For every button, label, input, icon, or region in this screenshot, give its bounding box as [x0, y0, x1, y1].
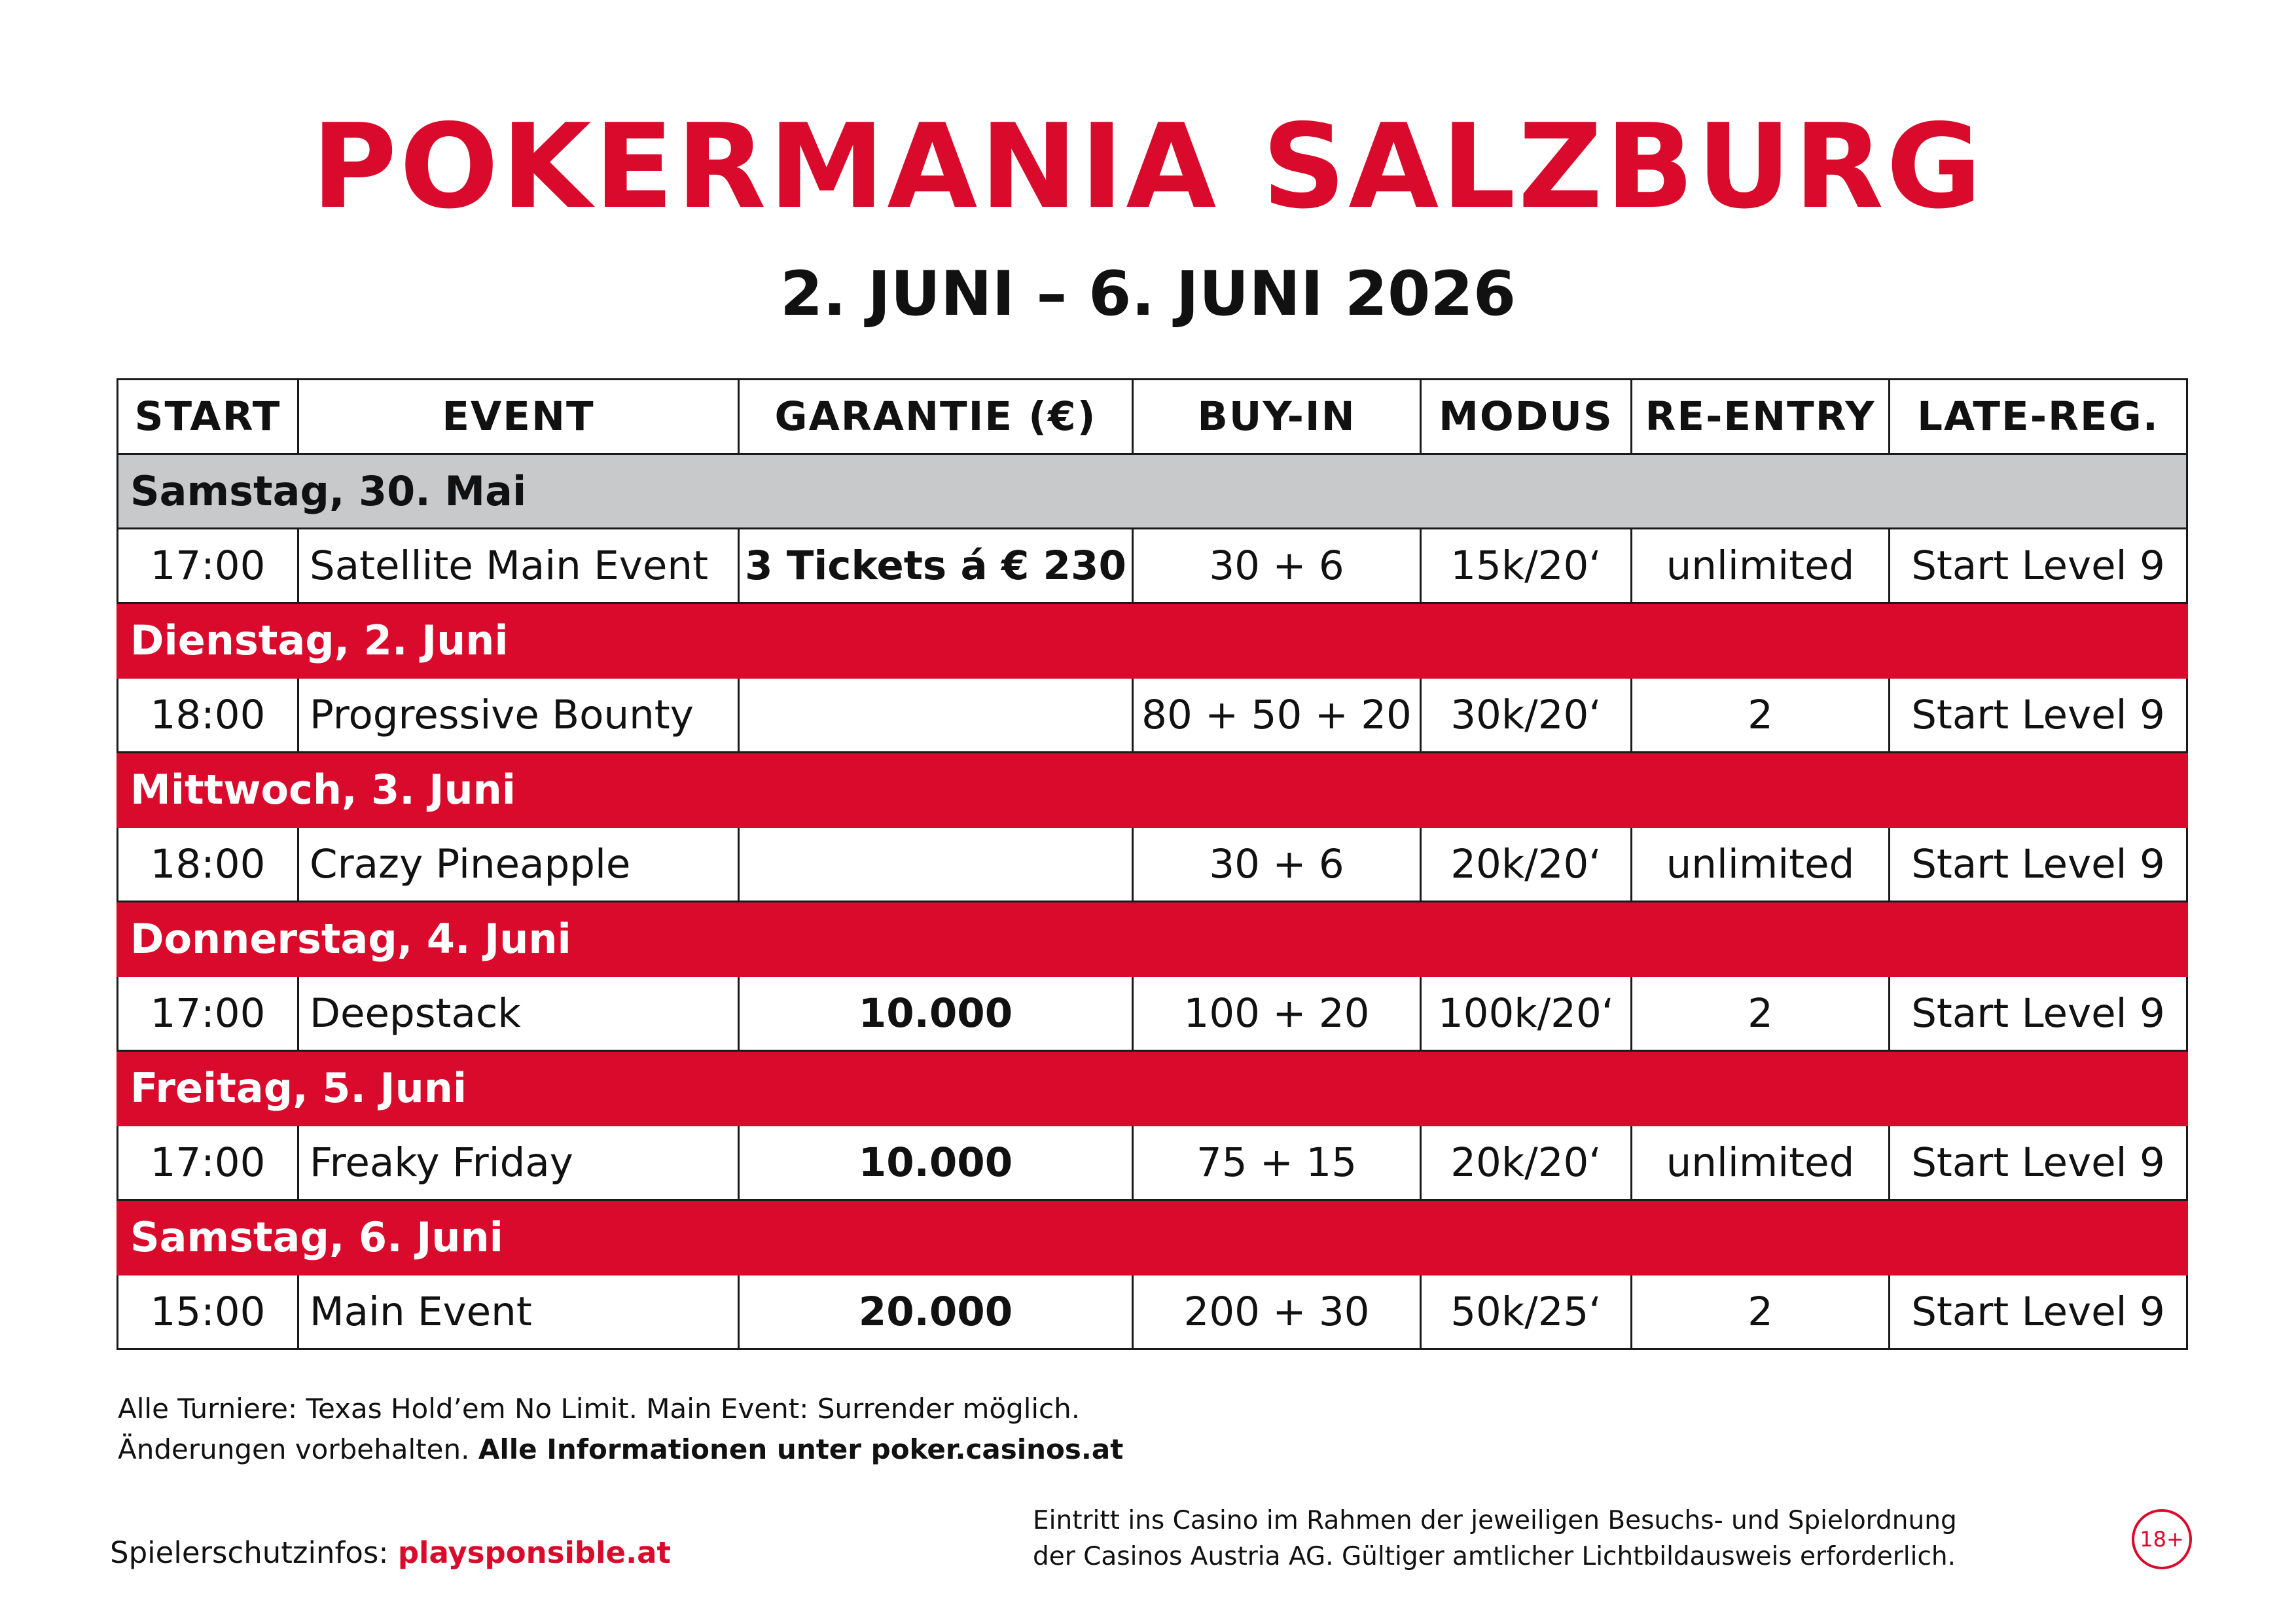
day-label: Donnerstag, 4. Juni — [118, 902, 2187, 976]
table-header-row — [118, 380, 2187, 454]
event-modus: 20k/20‘ — [1421, 827, 1632, 902]
date-range-subtitle: 2. JUNI – 6. JUNI 2026 — [780, 259, 1516, 330]
event-garantie: 10.000 — [739, 976, 1133, 1051]
day-label: Samstag, 6. Juni — [118, 1200, 2187, 1275]
casino-entry-notice — [1033, 1503, 2113, 1575]
event-row — [118, 827, 2187, 902]
entry-notice-line-2: der Casinos Austria AG. Gültiger amtlicher Lichtbildausweis erforderlich. — [1033, 1542, 1956, 1571]
event-re-entry: unlimited — [1632, 827, 1890, 902]
day-label: Freitag, 5. Juni — [118, 1051, 2187, 1126]
event-name: Progressive Bounty — [298, 678, 739, 753]
event-late-reg: Start Level 9 — [1890, 529, 2187, 603]
event-row — [118, 976, 2187, 1051]
event-name: Freaky Friday — [298, 1126, 739, 1200]
event-name: Satellite Main Event — [298, 529, 739, 603]
event-buy-in: 80 + 50 + 20 — [1133, 678, 1421, 753]
event-late-reg: Start Level 9 — [1890, 678, 2187, 753]
event-buy-in: 30 + 6 — [1133, 529, 1421, 603]
header-garantie: GARANTIE (€) — [739, 380, 1133, 454]
event-re-entry: unlimited — [1632, 1126, 1890, 1200]
event-buy-in: 200 + 30 — [1133, 1275, 1421, 1349]
event-garantie: 10.000 — [739, 1126, 1133, 1200]
day-header-row — [118, 753, 2187, 827]
header-late-reg: LATE-REG. — [1890, 380, 2187, 454]
day-header-row — [118, 902, 2187, 976]
event-modus: 15k/20‘ — [1421, 529, 1632, 603]
event-modus: 20k/20‘ — [1421, 1126, 1632, 1200]
tournament-schedule-table — [117, 378, 2188, 1350]
day-label: Dienstag, 2. Juni — [118, 603, 2187, 678]
event-row — [118, 529, 2187, 603]
notes-line-1: Alle Turniere: Texas Hold’em No Limit. Main Event: Surrender möglich. — [118, 1393, 1081, 1425]
header-modus: MODUS — [1421, 380, 1632, 454]
day-header-row — [118, 1051, 2187, 1126]
event-start: 18:00 — [118, 827, 298, 902]
notes-line-2 — [118, 1429, 1123, 1470]
event-buy-in: 100 + 20 — [1133, 976, 1421, 1051]
event-name: Crazy Pineapple — [298, 827, 739, 902]
notes-info-link[interactable]: Alle Informationen unter poker.casinos.at — [478, 1433, 1124, 1465]
event-garantie: 20.000 — [739, 1275, 1133, 1349]
day-header-row — [118, 454, 2187, 529]
event-modus: 30k/20‘ — [1421, 678, 1632, 753]
playsponsible-link[interactable]: playsponsible.at — [397, 1535, 672, 1570]
event-name: Main Event — [298, 1275, 739, 1349]
event-row — [118, 1275, 2187, 1349]
event-start: 18:00 — [118, 678, 298, 753]
event-late-reg: Start Level 9 — [1890, 976, 2187, 1051]
event-re-entry: 2 — [1632, 678, 1890, 753]
event-row — [118, 1126, 2187, 1200]
day-label: Samstag, 30. Mai — [118, 454, 2187, 529]
player-protection-info — [110, 1535, 672, 1570]
player-protection-label: Spielerschutzinfos: — [110, 1535, 398, 1570]
event-late-reg: Start Level 9 — [1890, 1275, 2187, 1349]
day-header-row — [118, 603, 2187, 678]
entry-notice-line-1: Eintritt ins Casino im Rahmen der jeweiligen Besuchs- und Spielordnung — [1033, 1506, 1957, 1535]
page-title: POKERMANIA SALZBURG — [311, 99, 1984, 234]
event-re-entry: 2 — [1632, 976, 1890, 1051]
event-re-entry: unlimited — [1632, 529, 1890, 603]
header-buy-in: BUY-IN — [1133, 380, 1421, 454]
event-late-reg: Start Level 9 — [1890, 1126, 2187, 1200]
event-start: 17:00 — [118, 976, 298, 1051]
notes-disclaimer: Änderungen vorbehalten. — [118, 1433, 478, 1465]
day-label: Mittwoch, 3. Juni — [118, 753, 2187, 827]
event-garantie — [739, 678, 1133, 753]
day-header-row — [118, 1200, 2187, 1275]
event-row — [118, 678, 2187, 753]
header-re-entry: RE-ENTRY — [1632, 380, 1890, 454]
header-event: EVENT — [298, 380, 739, 454]
event-re-entry: 2 — [1632, 1275, 1890, 1349]
event-late-reg: Start Level 9 — [1890, 827, 2187, 902]
header-start: START — [118, 380, 298, 454]
event-garantie — [739, 827, 1133, 902]
age-restriction-badge: 18+ — [2132, 1509, 2192, 1569]
event-buy-in: 75 + 15 — [1133, 1126, 1421, 1200]
event-name: Deepstack — [298, 976, 739, 1051]
event-modus: 50k/25‘ — [1421, 1275, 1632, 1349]
event-start: 17:00 — [118, 1126, 298, 1200]
event-buy-in: 30 + 6 — [1133, 827, 1421, 902]
event-garantie: 3 Tickets á € 230 — [739, 529, 1133, 603]
event-start: 17:00 — [118, 529, 298, 603]
event-start: 15:00 — [118, 1275, 298, 1349]
event-modus: 100k/20‘ — [1421, 976, 1632, 1051]
tournament-notes — [118, 1389, 1123, 1470]
